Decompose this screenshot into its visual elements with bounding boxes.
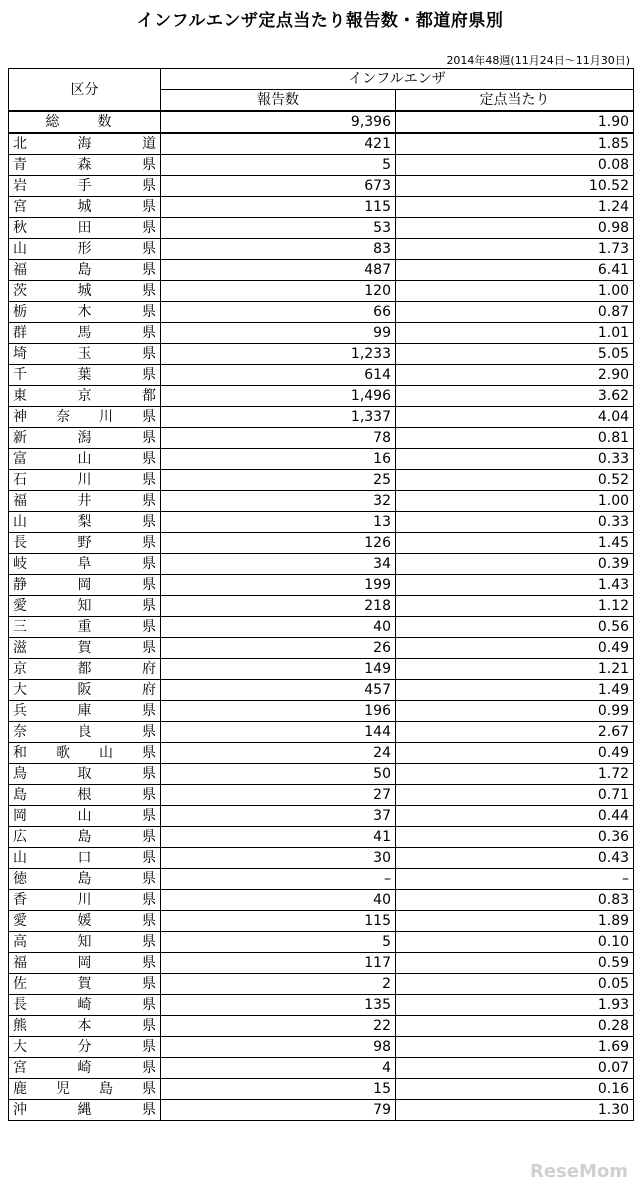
prefecture-name: 岩 手 県 xyxy=(9,176,161,197)
table-row xyxy=(9,344,634,365)
prefecture-name: 鹿 児 島 県 xyxy=(9,1079,161,1100)
reports-cell: 34 xyxy=(161,554,396,575)
table-row xyxy=(9,869,634,890)
table-row xyxy=(9,554,634,575)
per-sentinel-cell: 0.08 xyxy=(396,155,634,176)
prefecture-name: 長 野 県 xyxy=(9,533,161,554)
table-row xyxy=(9,932,634,953)
per-sentinel-cell: 1.30 xyxy=(396,1100,634,1121)
table-row xyxy=(9,743,634,764)
table-row xyxy=(9,1079,634,1100)
prefecture-name: 島 根 県 xyxy=(9,785,161,806)
per-sentinel-cell: 0.07 xyxy=(396,1058,634,1079)
table-row xyxy=(9,659,634,680)
table-row xyxy=(9,701,634,722)
prefecture-name: 山 口 県 xyxy=(9,848,161,869)
table-row xyxy=(9,239,634,260)
prefecture-name: 宮 崎 県 xyxy=(9,1058,161,1079)
table-row xyxy=(9,722,634,743)
reports-cell: 5 xyxy=(161,932,396,953)
table-row xyxy=(9,974,634,995)
reports-cell: 2 xyxy=(161,974,396,995)
table-row xyxy=(9,533,634,554)
per-sentinel-cell: 1.45 xyxy=(396,533,634,554)
prefecture-name: 神 奈 川 県 xyxy=(9,407,161,428)
page-title: インフルエンザ定点当たり報告数・都道府県別 xyxy=(136,11,504,31)
table-row xyxy=(9,1016,634,1037)
reports-cell: 24 xyxy=(161,743,396,764)
per-sentinel-cell: 1.73 xyxy=(396,239,634,260)
prefecture-name: 栃 木 県 xyxy=(9,302,161,323)
reports-cell: 83 xyxy=(161,239,396,260)
prefecture-name: 岡 山 県 xyxy=(9,806,161,827)
per-sentinel-cell: 0.33 xyxy=(396,512,634,533)
table-row xyxy=(9,449,634,470)
table-row xyxy=(9,407,634,428)
per-sentinel-cell: 2.67 xyxy=(396,722,634,743)
prefecture-name: 東 京 都 xyxy=(9,386,161,407)
prefecture-name: 群 馬 県 xyxy=(9,323,161,344)
table-row xyxy=(9,260,634,281)
total-row xyxy=(9,111,634,133)
prefecture-name: 高 知 県 xyxy=(9,932,161,953)
reports-cell: 115 xyxy=(161,911,396,932)
table-row xyxy=(9,638,634,659)
reports-cell: 32 xyxy=(161,491,396,512)
reports-cell: 78 xyxy=(161,428,396,449)
reports-cell: 1,496 xyxy=(161,386,396,407)
period-label: 2014年48週(11月24日～11月30日) xyxy=(446,54,630,67)
prefecture-name: 三 重 県 xyxy=(9,617,161,638)
table-row xyxy=(9,155,634,176)
reports-cell: 614 xyxy=(161,365,396,386)
per-sentinel-cell: 3.62 xyxy=(396,386,634,407)
reports-cell: 41 xyxy=(161,827,396,848)
per-sentinel-cell: 0.98 xyxy=(396,218,634,239)
reports-cell: – xyxy=(161,869,396,890)
reports-cell: 487 xyxy=(161,260,396,281)
reports-cell: 4 xyxy=(161,1058,396,1079)
table-row xyxy=(9,995,634,1016)
reports-cell: 135 xyxy=(161,995,396,1016)
reports-cell: 120 xyxy=(161,281,396,302)
prefecture-name: 青 森 県 xyxy=(9,155,161,176)
per-sentinel-cell: 1.00 xyxy=(396,281,634,302)
table-row xyxy=(9,1037,634,1058)
prefecture-name: 愛 媛 県 xyxy=(9,911,161,932)
prefecture-name: 福 島 県 xyxy=(9,260,161,281)
per-sentinel-cell: 1.21 xyxy=(396,659,634,680)
prefecture-name: 愛 知 県 xyxy=(9,596,161,617)
reports-cell: 40 xyxy=(161,890,396,911)
per-sentinel-cell: 0.49 xyxy=(396,743,634,764)
prefecture-name: 山 形 県 xyxy=(9,239,161,260)
reports-cell: 673 xyxy=(161,176,396,197)
table-row xyxy=(9,1058,634,1079)
prefecture-name: 秋 田 県 xyxy=(9,218,161,239)
table-row xyxy=(9,575,634,596)
per-sentinel-cell: 0.87 xyxy=(396,302,634,323)
prefecture-name: 徳 島 県 xyxy=(9,869,161,890)
per-sentinel-cell: 1.85 xyxy=(396,133,634,155)
table-row xyxy=(9,806,634,827)
per-sentinel-cell: 0.83 xyxy=(396,890,634,911)
reports-cell: 5 xyxy=(161,155,396,176)
prefecture-name: 京 都 府 xyxy=(9,659,161,680)
prefecture-name: 長 崎 県 xyxy=(9,995,161,1016)
reports-cell: 79 xyxy=(161,1100,396,1121)
per-sentinel-cell: 0.44 xyxy=(396,806,634,827)
per-sentinel-cell: 5.05 xyxy=(396,344,634,365)
table-row xyxy=(9,491,634,512)
table-row xyxy=(9,176,634,197)
table-row xyxy=(9,764,634,785)
reports-cell: 1,337 xyxy=(161,407,396,428)
per-sentinel-cell: 0.28 xyxy=(396,1016,634,1037)
prefecture-name: 奈 良 県 xyxy=(9,722,161,743)
per-sentinel-cell: 0.71 xyxy=(396,785,634,806)
prefecture-name: 大 阪 府 xyxy=(9,680,161,701)
per-sentinel-cell: 0.10 xyxy=(396,932,634,953)
header-group: インフルエンザ xyxy=(161,69,634,90)
reports-cell: 66 xyxy=(161,302,396,323)
prefecture-name: 福 井 県 xyxy=(9,491,161,512)
prefecture-name: 宮 城 県 xyxy=(9,197,161,218)
prefecture-name: 埼 玉 県 xyxy=(9,344,161,365)
prefecture-name: 新 潟 県 xyxy=(9,428,161,449)
header-per-sentinel: 定点当たり xyxy=(396,90,634,112)
reports-cell: 22 xyxy=(161,1016,396,1037)
prefecture-name: 千 葉 県 xyxy=(9,365,161,386)
per-sentinel-cell: 6.41 xyxy=(396,260,634,281)
reports-cell: 98 xyxy=(161,1037,396,1058)
table-row xyxy=(9,197,634,218)
prefecture-name: 岐 阜 県 xyxy=(9,554,161,575)
table-row xyxy=(9,281,634,302)
per-sentinel-cell: 1.43 xyxy=(396,575,634,596)
header-category: 区分 xyxy=(9,69,161,112)
prefecture-name: 福 岡 県 xyxy=(9,953,161,974)
prefecture-name: 富 山 県 xyxy=(9,449,161,470)
per-sentinel-cell: 0.39 xyxy=(396,554,634,575)
reports-cell: 1,233 xyxy=(161,344,396,365)
prefecture-name: 広 島 県 xyxy=(9,827,161,848)
table-row xyxy=(9,680,634,701)
prefecture-name: 大 分 県 xyxy=(9,1037,161,1058)
table-row xyxy=(9,218,634,239)
table-row xyxy=(9,365,634,386)
reports-cell: 196 xyxy=(161,701,396,722)
prefecture-name: 北 海 道 xyxy=(9,133,161,155)
table-row xyxy=(9,512,634,533)
reports-cell: 27 xyxy=(161,785,396,806)
reports-cell: 16 xyxy=(161,449,396,470)
prefecture-name: 和 歌 山 県 xyxy=(9,743,161,764)
table-row xyxy=(9,848,634,869)
influenza-table xyxy=(8,68,634,1121)
reports-cell: 40 xyxy=(161,617,396,638)
table-row xyxy=(9,827,634,848)
per-sentinel-cell: 1.01 xyxy=(396,323,634,344)
reports-cell: 25 xyxy=(161,470,396,491)
table-row xyxy=(9,785,634,806)
per-sentinel-cell: 1.12 xyxy=(396,596,634,617)
per-sentinel-cell: 0.33 xyxy=(396,449,634,470)
per-sentinel-cell: 1.00 xyxy=(396,491,634,512)
total-per-sentinel: 1.90 xyxy=(396,111,634,133)
reports-cell: 144 xyxy=(161,722,396,743)
per-sentinel-cell: 0.56 xyxy=(396,617,634,638)
per-sentinel-cell: 1.72 xyxy=(396,764,634,785)
per-sentinel-cell: 1.49 xyxy=(396,680,634,701)
prefecture-name: 山 梨 県 xyxy=(9,512,161,533)
reports-cell: 218 xyxy=(161,596,396,617)
watermark-logo: ReseMom xyxy=(529,1161,628,1182)
reports-cell: 15 xyxy=(161,1079,396,1100)
header-reports: 報告数 xyxy=(161,90,396,112)
per-sentinel-cell: 0.81 xyxy=(396,428,634,449)
prefecture-name: 佐 賀 県 xyxy=(9,974,161,995)
per-sentinel-cell: 0.49 xyxy=(396,638,634,659)
per-sentinel-cell: 0.59 xyxy=(396,953,634,974)
table-row xyxy=(9,386,634,407)
reports-cell: 457 xyxy=(161,680,396,701)
per-sentinel-cell: 0.99 xyxy=(396,701,634,722)
reports-cell: 199 xyxy=(161,575,396,596)
reports-cell: 53 xyxy=(161,218,396,239)
reports-cell: 50 xyxy=(161,764,396,785)
prefecture-name: 熊 本 県 xyxy=(9,1016,161,1037)
per-sentinel-cell: 0.52 xyxy=(396,470,634,491)
table-row xyxy=(9,911,634,932)
per-sentinel-cell: 0.16 xyxy=(396,1079,634,1100)
total-reports: 9,396 xyxy=(161,111,396,133)
table-row xyxy=(9,302,634,323)
per-sentinel-cell: 1.93 xyxy=(396,995,634,1016)
per-sentinel-cell: 1.24 xyxy=(396,197,634,218)
prefecture-name: 静 岡 県 xyxy=(9,575,161,596)
reports-cell: 126 xyxy=(161,533,396,554)
per-sentinel-cell: – xyxy=(396,869,634,890)
per-sentinel-cell: 0.36 xyxy=(396,827,634,848)
prefecture-name: 鳥 取 県 xyxy=(9,764,161,785)
reports-cell: 117 xyxy=(161,953,396,974)
per-sentinel-cell: 0.05 xyxy=(396,974,634,995)
table-row xyxy=(9,953,634,974)
per-sentinel-cell: 4.04 xyxy=(396,407,634,428)
table-row xyxy=(9,617,634,638)
reports-cell: 421 xyxy=(161,133,396,155)
table-row xyxy=(9,133,634,155)
prefecture-name: 茨 城 県 xyxy=(9,281,161,302)
reports-cell: 149 xyxy=(161,659,396,680)
per-sentinel-cell: 2.90 xyxy=(396,365,634,386)
prefecture-name: 滋 賀 県 xyxy=(9,638,161,659)
table-row xyxy=(9,596,634,617)
reports-cell: 99 xyxy=(161,323,396,344)
reports-cell: 37 xyxy=(161,806,396,827)
reports-cell: 13 xyxy=(161,512,396,533)
table-row xyxy=(9,890,634,911)
reports-cell: 30 xyxy=(161,848,396,869)
table-row xyxy=(9,470,634,491)
total-label: 総 数 xyxy=(9,111,161,133)
prefecture-name: 沖 縄 県 xyxy=(9,1100,161,1121)
per-sentinel-cell: 1.69 xyxy=(396,1037,634,1058)
per-sentinel-cell: 10.52 xyxy=(396,176,634,197)
per-sentinel-cell: 1.89 xyxy=(396,911,634,932)
per-sentinel-cell: 0.43 xyxy=(396,848,634,869)
prefecture-name: 香 川 県 xyxy=(9,890,161,911)
reports-cell: 26 xyxy=(161,638,396,659)
table-row xyxy=(9,1100,634,1121)
prefecture-name: 石 川 県 xyxy=(9,470,161,491)
reports-cell: 115 xyxy=(161,197,396,218)
table-row xyxy=(9,323,634,344)
prefecture-name: 兵 庫 県 xyxy=(9,701,161,722)
table-row xyxy=(9,428,634,449)
